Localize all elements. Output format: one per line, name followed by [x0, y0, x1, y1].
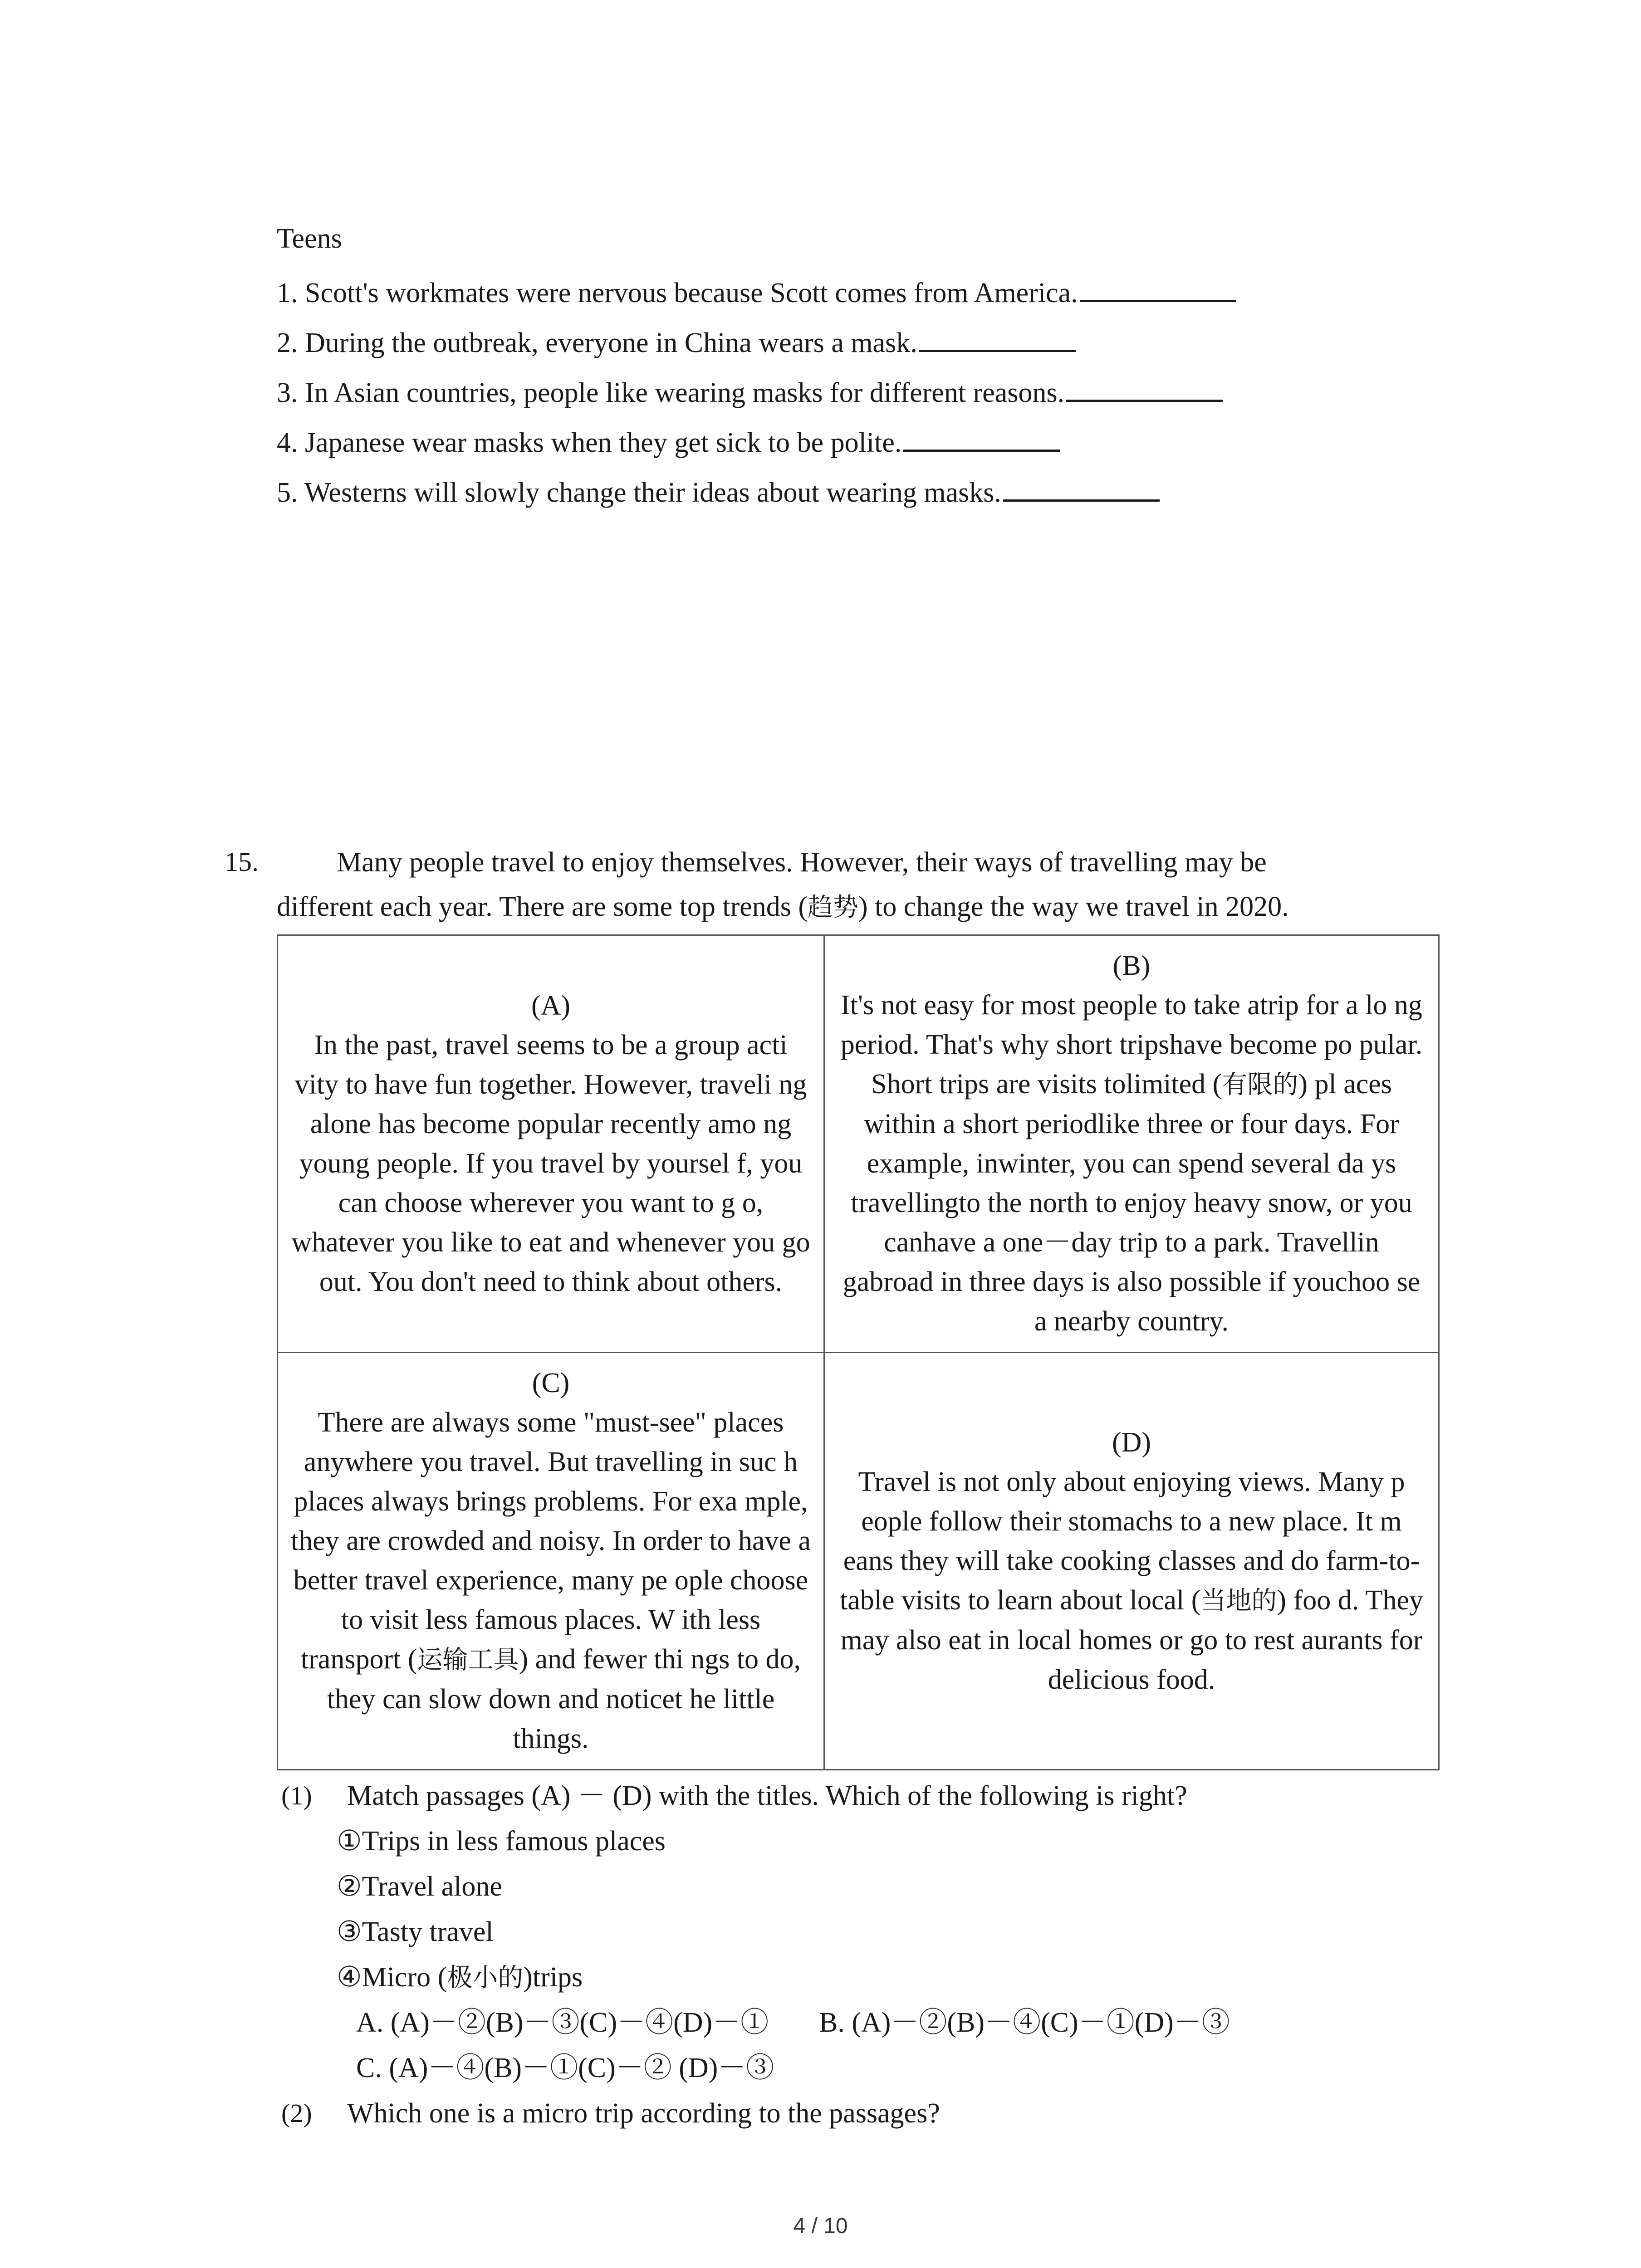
statement-5: [277, 474, 1160, 507]
intro-cjk: 趋势: [808, 893, 859, 922]
passage-text: In the past, travel seems to be a group acti vity to have fun together. However, traveli ng alone has become popular recently amo ng young people. If you travel by yoursel f, you can choose wherever you want to g o, whatever you like to eat and whenever you go out. You don't need to think about others.: [291, 1029, 810, 1297]
sub-question-number: (2): [281, 2098, 312, 2128]
statement-text: 5. Westerns will slowly change their ideas about wearing masks.: [277, 477, 1001, 508]
passage-cjk: 运输工具: [417, 1645, 519, 1675]
page-number: 4 / 10: [793, 2214, 848, 2238]
passage-text: ) foo d. They may also eat in local homes or go to rest aurants for delicious food.: [840, 1584, 1423, 1695]
intro-text: ) to change the way we travel in 2020.: [858, 891, 1289, 922]
title-option-2: ②Travel alone: [337, 1871, 502, 1902]
statement-text: 2. During the outbreak, everyone in China wears a mask.: [277, 327, 917, 358]
passage-text: There are always some "must-see" places anywhere you travel. But travelling in suc h places always brings problems. For exa mple, they are crowded and noisy. In order to have a better travel experience, many pe ople choose to visit less famous places. W ith less transport (: [291, 1407, 811, 1675]
passage-label: (D): [1112, 1427, 1151, 1458]
passage-label: (A): [531, 990, 571, 1021]
statement-text: 4. Japanese wear masks when they get sick to be polite.: [277, 427, 902, 458]
intro-line-1: Many people travel to enjoy themselves. However, their ways of travelling may be: [337, 847, 1267, 878]
answer-blank[interactable]: [1066, 374, 1223, 402]
intro-line-2: [277, 893, 1289, 921]
passage-a: [278, 935, 824, 1353]
answer-blank[interactable]: [903, 424, 1060, 452]
answer-option-a[interactable]: A. (A)－②(B)－③(C)－④(D)－①: [356, 2007, 769, 2038]
passage-text: Travel is not only about enjoying views. Many p eople follow their stomachs to a new place. It m eans they will take cooking classes and do farm-to-table visits to learn about local (: [839, 1466, 1420, 1616]
passage-text: It's not easy for most people to take atrip for a lo ng period. That's why short tripshave become po pular. Short trips are visits tolimited (: [840, 990, 1423, 1100]
statement-text: 3. In Asian countries, people like wearing masks for different reasons.: [277, 377, 1065, 408]
answer-blank[interactable]: [1080, 274, 1236, 302]
passage-c: [278, 1353, 824, 1770]
sub-question-2: Which one is a micro trip according to the passages?: [347, 2098, 940, 2129]
answer-blank[interactable]: [919, 324, 1076, 352]
passage-text: ) and fewer thi ngs to do, they can slow down and noticet he little things.: [327, 1644, 801, 1754]
passages-table: [277, 934, 1440, 1770]
passage-cjk: 有限的: [1222, 1070, 1298, 1100]
passage-d: [824, 1353, 1439, 1770]
statement-text: 1. Scott's workmates were nervous because Scott comes from America.: [277, 278, 1078, 308]
sub-question-1: Match passages (A) － (D) with the titles. Which of the following is right?: [347, 1780, 1187, 1811]
answer-option-b[interactable]: B. (A)－②(B)－④(C)－①(D)－③: [819, 2007, 1230, 2038]
statement-3: [277, 374, 1223, 407]
passage-label: (B): [1112, 950, 1151, 981]
section-heading: Teens: [277, 223, 342, 254]
title-cjk: 极小的: [447, 1963, 524, 1993]
title-text: )trips: [523, 1962, 583, 1993]
title-text: ④Micro (: [337, 1962, 447, 1993]
title-option-4: [337, 1963, 583, 1991]
answer-blank[interactable]: [1003, 474, 1160, 502]
question-number: 15.: [225, 847, 259, 877]
intro-text: different each year. There are some top trends (: [277, 891, 808, 922]
statement-2: [277, 324, 1076, 357]
passage-cjk: 当地的: [1200, 1586, 1277, 1616]
title-option-1: ①Trips in less famous places: [337, 1826, 666, 1857]
passage-label: (C): [532, 1368, 570, 1398]
sub-question-number: (1): [281, 1781, 312, 1810]
passage-b: [824, 935, 1439, 1353]
statement-4: [277, 424, 1060, 457]
passage-text: ) pl aces within a short periodlike three or four days. For example, inwinter, you can spend several da ys travellingto the north to enjoy heavy snow, or you canhave a one－day trip to a park. Travellin gabroad in three days is also possible if youchoo se a nearby country.: [843, 1069, 1421, 1337]
title-option-3: ③Tasty travel: [337, 1916, 494, 1947]
statement-1: [277, 274, 1236, 307]
answer-option-c[interactable]: C. (A)－④(B)－①(C)－② (D)－③: [356, 2053, 774, 2083]
